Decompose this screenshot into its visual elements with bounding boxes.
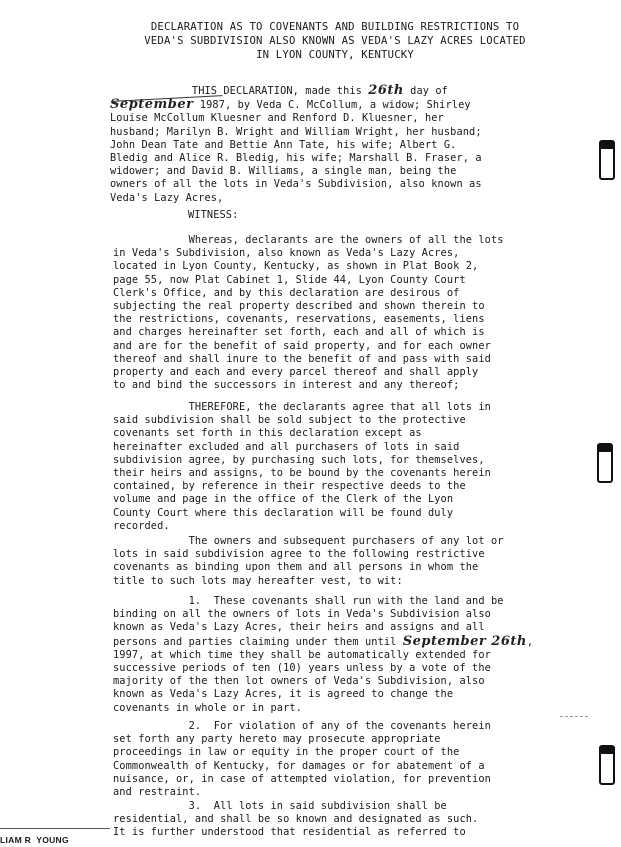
therefore-line: hereinafter excluded and all purchasers of lots in said — [113, 440, 460, 453]
therefore-line: contained, by reference in their respective deeds to the — [113, 480, 466, 493]
item2-line: nuisance, or, in case of attempted violation, for prevention — [113, 772, 491, 785]
item2-line: Commonwealth of Kentucky, for damages or for abatement of a — [113, 759, 485, 772]
binder-hole-top — [599, 140, 615, 180]
handwritten-month: September — [110, 97, 194, 113]
owners-paragraph — [113, 535, 504, 588]
intro-line-1: THIS DECLARATION, made this — [110, 85, 369, 97]
intro-paragraph: THIS DECLARATION, made this 26th day of September 1987, by Veda C. McCollum, a widow; Shirley Louise McCollum Kluesner and Renford D. Kluesner, her husband; Marilyn B. Wright and William Wright, her husband; John Dean Tate and Bettie Ann Tate, his wife; Albert G. Bledig and Alice R. Bledig, his wife; Marshall B. Fraser, a widower; and David B. Williams, a single man, being the owners of all the lots in Veda's Subdivision, also known as Veda's Lazy Acres, — [110, 83, 482, 204]
footer-rule — [0, 828, 110, 829]
handwritten-date: September 26th — [402, 633, 527, 649]
item2-line: 2. For violation of any of the covenants herein — [113, 720, 491, 732]
whereas-line: thereof and shall inure to the benefit of and pass with said — [113, 352, 491, 365]
whereas-line: Clerk's Office, and by this declaration are desirous of — [113, 286, 460, 299]
owners-line: title to such lots may hereafter vest, to wit: — [113, 574, 403, 587]
binder-hole-middle — [597, 443, 613, 483]
therefore-line: subdivision agree, by purchasing such lots, for themselves, — [113, 453, 485, 466]
witness-heading: WITNESS: — [188, 209, 239, 221]
preparer-footer: LIAM R YOUNG — [0, 835, 69, 845]
item2-line: and restraint. — [113, 786, 202, 799]
whereas-line: page 55, now Plat Cabinet 1, Slide 44, Lyon County Court — [113, 273, 466, 286]
whereas-line: subjecting the real property described and shown therein to — [113, 300, 485, 313]
title-line-1: DECLARATION AS TO COVENANTS AND BUILDING RESTRICTIONS TO — [150, 21, 520, 33]
covenant-3 — [113, 800, 478, 840]
therefore-line: County Court where this declaration will be found duly — [113, 506, 454, 519]
covenant-1: 1. These covenants shall run with the land and be binding on all the owners of lots in Veda's Subdivision also known as Veda's Lazy Acres, their heirs and assigns and all persons and parties claiming under them until September 26th, 1997, at which time they shall be automatically extended for successive periods of ten (10) years unless by a vote of the majority of the then lot owners of Veda's Subdivision, also known as Veda's Lazy Acres, it is agreed to change the covenants in whole or in part. — [113, 595, 534, 714]
item3-line: 3. All lots in said subdivision shall be — [113, 800, 447, 812]
therefore-line: said subdivision shall be sold subject to the protective — [113, 414, 466, 427]
whereas-line: Whereas, declarants are the owners of all the lots — [113, 234, 504, 246]
document-title — [100, 20, 570, 62]
therefore-line: volume and page in the office of the Clerk of the Lyon — [113, 493, 454, 506]
therefore-paragraph — [113, 401, 491, 533]
whereas-line: property and each and every parcel thereof and shall apply — [113, 366, 479, 379]
covenant-2 — [113, 720, 491, 799]
owners-line: covenants as binding upon them and all persons in whom the — [113, 561, 479, 574]
whereas-line: the restrictions, covenants, reservations, easements, liens — [113, 313, 485, 326]
title-line-2: VEDA'S SUBDIVISION ALSO KNOWN AS VEDA'S LAZY ACRES LOCATED — [144, 35, 526, 47]
whereas-line: located in Lyon County, Kentucky, as shown in Plat Book 2, — [113, 260, 479, 273]
therefore-line: covenants set forth in this declaration except as — [113, 427, 422, 440]
owners-line: The owners and subsequent purchasers of any lot or — [113, 535, 504, 547]
whereas-line: and are for the benefit of said property, and for each owner — [113, 339, 491, 352]
therefore-line: recorded. — [113, 519, 170, 532]
item3-line: residential, and shall be so known and designated as such. — [113, 813, 479, 826]
owners-line: lots in said subdivision agree to the following restrictive — [113, 548, 485, 561]
whereas-line: to and bind the successors in interest and any thereof; — [113, 379, 460, 392]
title-line-3: IN LYON COUNTY, KENTUCKY — [256, 49, 414, 61]
whereas-line: and charges hereinafter set forth, each and all of which is — [113, 326, 485, 339]
therefore-line: their heirs and assigns, to be bound by the covenants herein — [113, 467, 491, 480]
therefore-line: THEREFORE, the declarants agree that all lots in — [113, 401, 491, 413]
margin-mark — [560, 716, 588, 718]
whereas-paragraph — [113, 234, 504, 392]
whereas-line: in Veda's Subdivision, also known as Veda's Lazy Acres, — [113, 247, 460, 260]
item2-line: set forth any party hereto may prosecute appropriate — [113, 733, 441, 746]
item2-line: proceedings in law or equity in the proper court of the — [113, 746, 460, 759]
binder-hole-bottom — [599, 745, 615, 785]
handwritten-day: 26th — [368, 83, 404, 98]
item3-line: It is further understood that residential as referred to — [113, 826, 466, 839]
